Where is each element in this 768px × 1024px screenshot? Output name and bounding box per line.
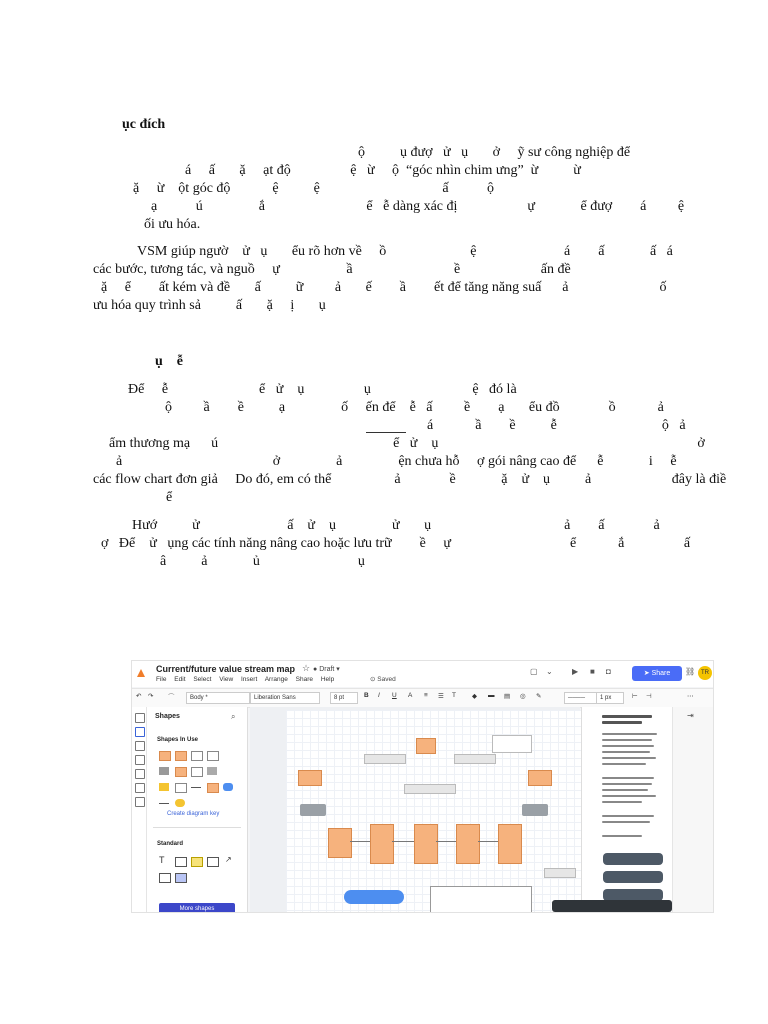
help-text-line bbox=[602, 821, 650, 823]
shape-triangle[interactable] bbox=[159, 783, 169, 791]
share-label: Share bbox=[651, 670, 671, 677]
comment-icon[interactable]: ▢ bbox=[530, 667, 538, 676]
help-text-line bbox=[602, 751, 650, 753]
embedded-app-screenshot bbox=[131, 660, 714, 913]
connector bbox=[478, 841, 498, 842]
shape-rect-2[interactable] bbox=[207, 751, 219, 761]
schedule-label[interactable] bbox=[404, 784, 456, 794]
frame-shape-icon[interactable] bbox=[207, 857, 219, 867]
paragraph-line: ể bbox=[166, 490, 173, 505]
lock-icon[interactable]: ◎ bbox=[520, 693, 526, 700]
shape-factory[interactable] bbox=[159, 751, 171, 761]
right-tool-rail bbox=[672, 707, 714, 912]
menu-help[interactable]: Help bbox=[320, 676, 335, 683]
fill-color-icon[interactable]: ◆ bbox=[472, 693, 477, 700]
underline-button[interactable]: U bbox=[392, 692, 397, 699]
help-text-line bbox=[602, 715, 652, 718]
video-icon[interactable]: ■ bbox=[590, 667, 595, 676]
shape-factory-2[interactable] bbox=[175, 751, 187, 761]
style-select[interactable]: Body * bbox=[186, 692, 250, 704]
shape-kaizen[interactable] bbox=[175, 799, 185, 807]
info-flow-label-right[interactable] bbox=[454, 754, 496, 764]
redo-icon[interactable]: ↷ bbox=[148, 693, 154, 700]
link-icon[interactable]: ⛓ bbox=[685, 667, 696, 676]
more-shapes-button[interactable]: More shapes bbox=[159, 903, 235, 913]
paragraph-line: Hướ ử ấ ử ụ ử ụ ả ấ ả bbox=[132, 518, 660, 533]
divider bbox=[153, 827, 241, 828]
image-shape-icon[interactable] bbox=[175, 873, 187, 883]
shape-line[interactable] bbox=[159, 799, 169, 804]
saved-indicator: ⊙ Saved bbox=[370, 676, 396, 683]
help-text-line bbox=[602, 801, 642, 803]
process-step-5[interactable] bbox=[498, 824, 522, 864]
share-button[interactable]: ➤ Share bbox=[632, 666, 682, 681]
line-color-icon[interactable]: ▬ bbox=[488, 692, 495, 699]
rectangle-shape-icon[interactable] bbox=[175, 857, 187, 867]
production-control-node[interactable] bbox=[416, 738, 436, 754]
shape-box[interactable] bbox=[191, 767, 203, 777]
text-shape-icon[interactable]: T bbox=[159, 855, 165, 865]
info-flow-label-left[interactable] bbox=[364, 754, 406, 764]
menu-select[interactable]: Select bbox=[193, 676, 212, 683]
arrow-start-icon[interactable]: ⊢ bbox=[632, 693, 638, 700]
draft-status[interactable]: ● Draft ▾ bbox=[313, 666, 340, 673]
connector bbox=[436, 841, 456, 842]
info-note[interactable] bbox=[492, 735, 532, 753]
paragraph-line: â ả ủ ụ bbox=[160, 554, 365, 569]
help-text-line bbox=[602, 815, 654, 817]
history-icon[interactable] bbox=[135, 783, 145, 793]
chevron-down-icon[interactable]: ⌄ bbox=[546, 667, 553, 676]
paragraph-line: Để ễ ể ử ụ ụ ệ đó là bbox=[128, 382, 517, 397]
paragraph-line: ả ở ả ện chưa hỗ ợ gói nâng cao để ễ i ễ bbox=[116, 454, 677, 469]
paragraph-line: á ầ ề ễ ộ ả bbox=[427, 418, 686, 433]
format-toolbar bbox=[132, 688, 713, 708]
help-text-line bbox=[602, 783, 652, 785]
paragraph-line: ặ ể ất kém và đề ấ ữ ả ế ầ ết để tăng năng suấ ả ố bbox=[101, 280, 667, 295]
undo-icon[interactable]: ↶ bbox=[136, 693, 142, 700]
font-select[interactable]: Liberation Sans bbox=[250, 692, 320, 704]
star-icon[interactable]: ☆ bbox=[302, 663, 311, 673]
standard-label[interactable]: Standard bbox=[157, 841, 184, 847]
shape-note[interactable] bbox=[223, 783, 233, 791]
help-text-line bbox=[602, 733, 657, 735]
right-help-panel bbox=[581, 707, 672, 912]
paragraph-line: ợ Để ử ụng các tính năng nâng cao hoặc lưu trữ ề ự ể ắ ấ bbox=[101, 536, 691, 551]
close-panel-icon[interactable]: ⇥ bbox=[687, 711, 694, 720]
camera-icon[interactable]: ◘ bbox=[606, 667, 611, 676]
help-text-line bbox=[602, 745, 654, 747]
paragraph-line: các bước, tương tác, và nguồ ự ầ ề ấn đề bbox=[93, 262, 571, 277]
section-heading-purpose: ục đích bbox=[122, 117, 166, 132]
lead-time-box[interactable] bbox=[544, 868, 576, 878]
comments-icon[interactable] bbox=[135, 769, 145, 779]
menu-view[interactable]: View bbox=[219, 676, 234, 683]
avatar[interactable]: TR bbox=[698, 666, 712, 680]
help-text-line bbox=[602, 757, 656, 759]
font-size-select[interactable]: 8 pt bbox=[330, 692, 358, 704]
help-text-line bbox=[602, 739, 652, 741]
help-text-line bbox=[602, 721, 642, 724]
paragraph-line: ạ ú ắ ể ễ dàng xác đị ự ể đượ á ệ bbox=[151, 199, 685, 214]
menu-bar bbox=[156, 676, 340, 683]
notification-toast[interactable] bbox=[552, 900, 672, 912]
shadow-icon[interactable]: ▤ bbox=[504, 693, 511, 700]
line-width-select[interactable]: 1 px bbox=[596, 692, 624, 704]
present-icon[interactable]: ▶ bbox=[572, 667, 579, 676]
menu-arrange[interactable]: Arrange bbox=[264, 676, 288, 683]
sticky-note-icon[interactable] bbox=[191, 857, 203, 867]
help-text-line bbox=[602, 789, 648, 791]
app-top-bar bbox=[132, 661, 713, 687]
shapes-in-use-label[interactable]: Shapes In Use bbox=[157, 737, 199, 743]
paragraph-line: ộ ụ đượ ử ụ ở ỹ sư công nghiệp để bbox=[358, 145, 631, 160]
menu-file[interactable]: File bbox=[156, 676, 167, 683]
process-step-1[interactable] bbox=[328, 828, 352, 858]
pages-icon[interactable] bbox=[135, 713, 145, 723]
menu-insert[interactable]: Insert bbox=[241, 676, 258, 683]
saved-label: Saved bbox=[377, 676, 396, 683]
align-icon[interactable]: ≡ bbox=[424, 692, 428, 699]
help-action-button[interactable] bbox=[603, 871, 663, 883]
process-step-4[interactable] bbox=[456, 824, 480, 864]
paragraph-line: á ấ ặ ạt độ ệ ừ ộ “góc nhìn chim ưng” ừ ừ bbox=[185, 163, 581, 178]
comment-bubble[interactable] bbox=[344, 890, 404, 904]
shape-process[interactable] bbox=[175, 767, 187, 777]
paragraph-line: ối ưu hóa. bbox=[144, 217, 201, 232]
paragraph-line: các flow chart đơn giả Do đó, em có thể ả ề ặ ử ụ ả đây là điề bbox=[93, 472, 727, 487]
diagram-canvas[interactable] bbox=[250, 707, 580, 912]
app-logo-icon bbox=[136, 668, 146, 678]
shapes-icon[interactable] bbox=[135, 727, 145, 737]
paragraph-line: VSM giúp ngườ ử ụ ểu rõ hơn về ồ ệ á ấ ấ á bbox=[137, 244, 673, 259]
list-icon[interactable]: ☰ bbox=[438, 693, 444, 700]
line-style-select[interactable]: ──── bbox=[564, 692, 598, 704]
document-title[interactable]: Current/future value stream map bbox=[156, 664, 296, 674]
data-icon[interactable] bbox=[135, 797, 145, 807]
shape-rect[interactable] bbox=[191, 751, 203, 761]
menu-edit[interactable]: Edit bbox=[174, 676, 186, 683]
connector bbox=[392, 841, 414, 842]
italic-button[interactable]: I bbox=[378, 692, 380, 699]
connector bbox=[350, 841, 370, 842]
format-painter-icon[interactable]: ⌒ bbox=[168, 694, 175, 701]
magic-icon[interactable]: ✎ bbox=[536, 693, 542, 700]
images-icon[interactable] bbox=[135, 755, 145, 765]
legend-box[interactable] bbox=[430, 886, 532, 913]
paragraph-line: ặ ừ ột góc độ ệ ệ ấ ộ bbox=[133, 181, 495, 196]
help-action-button[interactable] bbox=[603, 853, 663, 865]
process-step-2[interactable] bbox=[370, 824, 394, 864]
create-diagram-key-link[interactable]: Create diagram key bbox=[167, 811, 220, 817]
shape-arrow[interactable] bbox=[191, 783, 201, 788]
shape-truck[interactable] bbox=[159, 767, 169, 775]
section-heading-example: ụ ễ bbox=[155, 354, 183, 369]
supplier-truck[interactable] bbox=[300, 804, 326, 816]
process-step-3[interactable] bbox=[414, 824, 438, 864]
menu-share[interactable]: Share bbox=[295, 676, 314, 683]
text-options-icon[interactable]: T bbox=[452, 692, 456, 699]
arrow-end-icon[interactable]: ⊣ bbox=[646, 693, 652, 700]
help-text-line bbox=[602, 763, 646, 765]
font-color-button[interactable]: A bbox=[408, 692, 413, 699]
shape-process-2[interactable] bbox=[207, 783, 219, 793]
customer-node[interactable] bbox=[528, 770, 552, 786]
paragraph-line: ẩm thương mạ ú ể ử ụ ở bbox=[109, 436, 705, 451]
customer-truck[interactable] bbox=[522, 804, 548, 816]
shapes-panel bbox=[147, 707, 248, 912]
shape-truck-2[interactable] bbox=[207, 767, 217, 775]
help-text-line bbox=[602, 835, 642, 837]
help-text-line bbox=[602, 777, 654, 779]
shapes-panel-title: Shapes bbox=[155, 713, 180, 720]
left-tool-rail bbox=[132, 707, 147, 912]
supplier-node[interactable] bbox=[298, 770, 322, 786]
paragraph-line: ộ ầ ề ạ ố ến để ễ ấ ề ạ ểu đồ ồ ả bbox=[165, 400, 664, 415]
draft-label: Draft bbox=[319, 666, 335, 673]
underline-mark bbox=[366, 432, 406, 433]
bold-button[interactable]: B bbox=[364, 692, 369, 699]
diagram-page[interactable] bbox=[286, 710, 586, 912]
layers-icon[interactable] bbox=[135, 741, 145, 751]
help-text-line bbox=[602, 795, 656, 797]
line-tool-icon[interactable]: ↗ bbox=[225, 855, 232, 864]
paragraph-line: ưu hóa quy trình sả ấ ặ ị ụ bbox=[93, 298, 326, 313]
table-shape-icon[interactable] bbox=[159, 873, 171, 883]
shape-square[interactable] bbox=[175, 783, 187, 793]
search-icon[interactable]: ⌕ bbox=[231, 712, 236, 721]
more-options-icon[interactable]: ⋯ bbox=[687, 693, 694, 700]
